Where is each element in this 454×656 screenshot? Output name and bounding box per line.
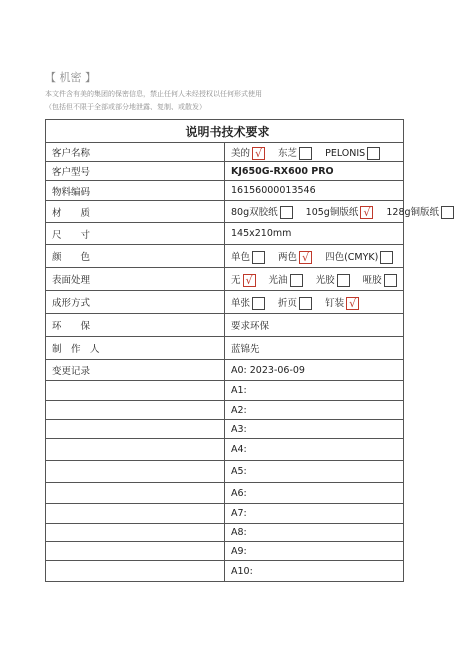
checkbox-checked[interactable]: √ — [346, 297, 359, 310]
env-value: 要求环保 — [225, 314, 404, 337]
change-entry: A7: — [225, 504, 404, 524]
option-label: 光油 — [268, 274, 288, 286]
option-label: 哑胶 — [362, 274, 382, 286]
confidential-notice: 本文件含有美的集团的保密信息，禁止任何人未经授权以任何形式使用 — [45, 90, 262, 98]
material-code-label: 物料编码 — [46, 181, 225, 201]
checkbox[interactable] — [299, 147, 312, 160]
confidential-label: 【 机密 】 — [45, 71, 96, 84]
size-label: 尺 寸 — [46, 223, 225, 245]
changes-label-empty — [46, 524, 225, 542]
checkbox[interactable] — [290, 274, 303, 287]
checkbox[interactable] — [280, 206, 293, 219]
option-label: 折页 — [278, 297, 298, 309]
checkbox[interactable] — [252, 297, 265, 310]
option-label: 单色 — [231, 251, 251, 263]
checkbox-checked[interactable]: √ — [252, 147, 265, 160]
option-label: 光胶 — [315, 274, 335, 286]
change-entry: A9: — [225, 542, 404, 561]
material-code-value: 16156000013546 — [225, 181, 404, 201]
option-label: 单张 — [231, 297, 251, 309]
option-label: 无 — [231, 274, 241, 286]
change-entry: A0: 2023-06-09 — [225, 360, 404, 381]
option-label: 105g铜版纸 — [305, 207, 359, 218]
checkbox-checked[interactable]: √ — [360, 206, 373, 219]
changes-label-empty — [46, 542, 225, 561]
change-entry: A2: — [225, 401, 404, 420]
option-label: 钉装 — [325, 297, 345, 309]
customer-options — [225, 143, 404, 162]
size-value: 145x210mm — [225, 223, 404, 245]
option-label: 美的 — [231, 147, 251, 159]
changes-label-empty — [46, 420, 225, 439]
forming-label: 成形方式 — [46, 291, 225, 314]
option-label: PELONIS — [325, 147, 366, 159]
checkbox[interactable] — [252, 251, 265, 264]
change-entry: A4: — [225, 439, 404, 461]
table-title: 说明书技术要求 — [46, 120, 404, 143]
changes-label: 变更记录 — [46, 360, 225, 381]
option-label: 两色 — [278, 251, 298, 263]
checkbox-checked[interactable]: √ — [299, 251, 312, 264]
material-options — [225, 201, 440, 223]
author-value: 蓝锦先 — [225, 337, 404, 360]
changes-label-empty — [46, 483, 225, 504]
changes-label-empty — [46, 401, 225, 420]
spec-table — [45, 119, 440, 582]
changes-label-empty — [46, 439, 225, 461]
checkbox[interactable] — [337, 274, 350, 287]
checkbox[interactable] — [384, 274, 397, 287]
option-label: 80g双胶纸 — [231, 207, 278, 218]
change-entry: A5: — [225, 461, 404, 483]
option-label: 四色(CMYK) — [325, 251, 379, 263]
changes-label-empty — [46, 381, 225, 401]
color-options — [225, 245, 404, 268]
model-value: KJ650G-RX600 PRO — [225, 162, 404, 181]
forming-options — [225, 291, 404, 314]
option-label: 128g铜版纸 — [386, 207, 440, 218]
author-label: 制 作 人 — [46, 337, 225, 360]
checkbox[interactable] — [380, 251, 393, 264]
option-label: 东芝 — [278, 147, 298, 159]
surface-options — [225, 268, 404, 291]
checkbox[interactable] — [441, 206, 454, 219]
change-entry: A6: — [225, 483, 404, 504]
change-entry: A8: — [225, 524, 404, 542]
model-label: 客户型号 — [46, 162, 225, 181]
changes-label-empty — [46, 504, 225, 524]
changes-label-empty — [46, 561, 225, 582]
changes-label-empty — [46, 461, 225, 483]
confidential-notice-scope: （包括但不限于全部或部分地泄露、复制、或散发） — [45, 103, 206, 111]
checkbox[interactable] — [299, 297, 312, 310]
checkbox[interactable] — [367, 147, 380, 160]
surface-label: 表面处理 — [46, 268, 225, 291]
change-entry: A3: — [225, 420, 404, 439]
customer-label: 客户名称 — [46, 143, 225, 162]
checkbox-checked[interactable]: √ — [243, 274, 256, 287]
material-label: 材 质 — [46, 201, 225, 223]
change-entry: A1: — [225, 381, 404, 401]
change-entry: A10: — [225, 561, 404, 582]
env-label: 环 保 — [46, 314, 225, 337]
color-label: 颜 色 — [46, 245, 225, 268]
